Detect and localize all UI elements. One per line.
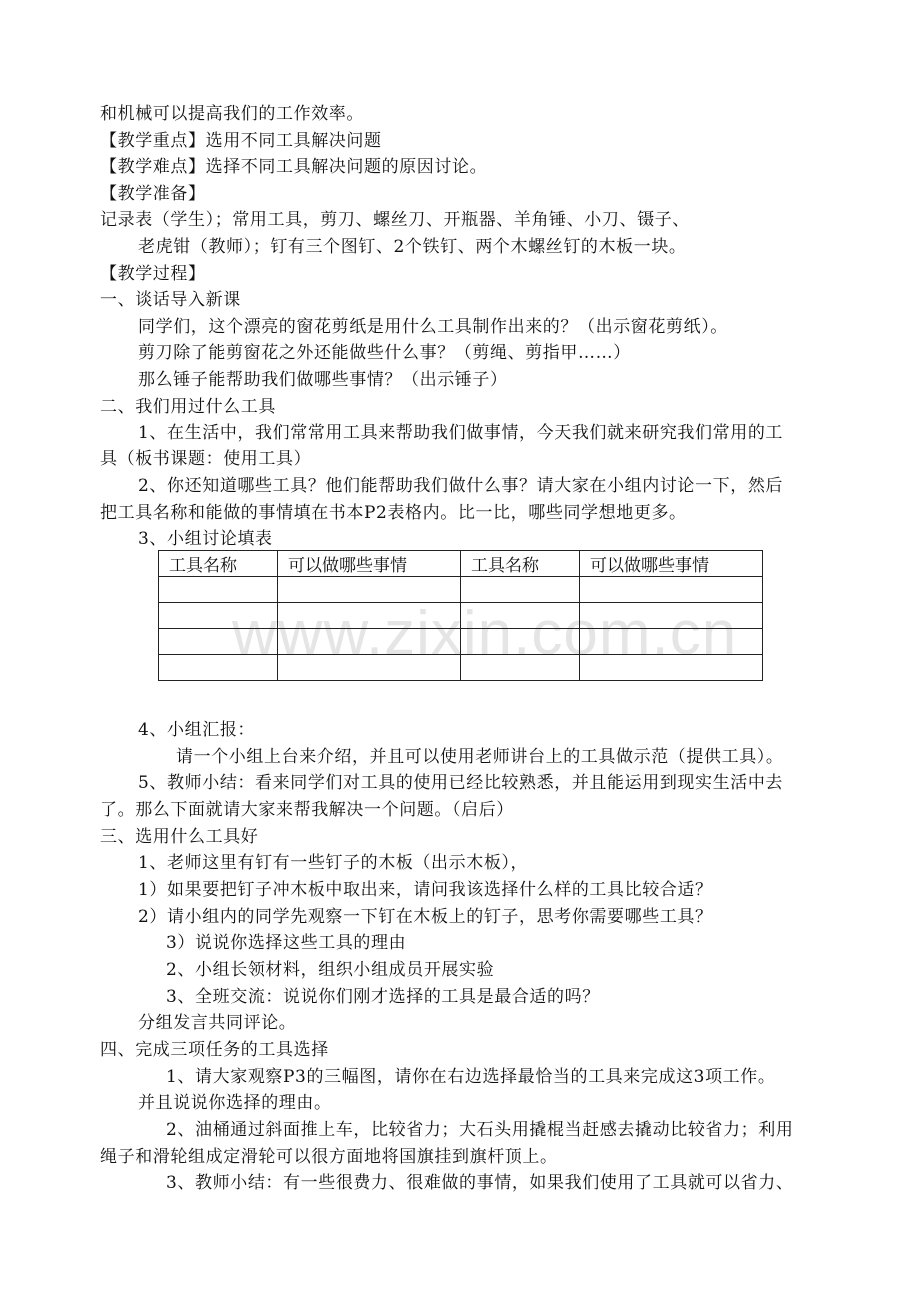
table-cell — [159, 629, 278, 655]
table-cell — [159, 603, 278, 629]
text-line: 请一个小组上台来介绍，并且可以使用老师讲台上的工具做示范（提供工具）。 — [176, 747, 784, 767]
table-cell — [159, 655, 278, 681]
table-header-cell: 可以做哪些事情 — [580, 551, 763, 577]
table-cell — [159, 577, 278, 603]
text-line: 1）如果要把钉子冲木板中取出来，请问我该选择什么样的工具比较合适？ — [138, 880, 713, 900]
difficulty-line: 【教学难点】选择不同工具解决问题的原因讨论。 — [100, 157, 488, 177]
section-heading: 一、谈话导入新课 — [100, 290, 241, 310]
table-cell — [580, 629, 763, 655]
table-header-row — [159, 551, 763, 577]
table-cell — [580, 655, 763, 681]
text-line: 1、老师这里有钉有一些钉子的木板（出示木板）， — [138, 853, 529, 873]
table-header-cell: 工具名称 — [461, 551, 580, 577]
text-line: 那么锤子能帮助我们做哪些事情？（出示锤子） — [138, 370, 508, 390]
table-cell — [461, 629, 580, 655]
table-cell — [278, 603, 461, 629]
text-line: 剪刀除了能剪窗花之外还能做些什么事？（剪绳、剪指甲……） — [138, 343, 631, 363]
text-line: 并且说说你选择的理由。 — [138, 1093, 332, 1113]
table-cell — [461, 655, 580, 681]
text-line: 3、教师小结：有一些很费力、很难做的事情，如果我们使用了工具就可以省力、 — [166, 1173, 794, 1193]
key-point-line: 【教学重点】选用不同工具解决问题 — [100, 131, 382, 151]
text-line: 和机械可以提高我们的工作效率。 — [100, 104, 364, 124]
section-heading: 三、选用什么工具好 — [100, 827, 259, 847]
text-line: 2、你还知道哪些工具？他们能帮助我们做什么事？请大家在小组内讨论一下，然后 — [138, 476, 784, 496]
watermark: www.zixin.com.cn — [232, 599, 738, 668]
section-heading: 【教学过程】 — [100, 264, 206, 284]
text-line: 3）说说你选择这些工具的理由 — [166, 933, 407, 953]
discussion-table — [158, 550, 763, 681]
table-row — [159, 577, 763, 603]
table-row — [159, 629, 763, 655]
table-cell — [278, 577, 461, 603]
section-heading: 【教学准备】 — [100, 184, 206, 204]
text-line: 具（板书课题：使用工具） — [100, 449, 312, 469]
table-cell — [580, 603, 763, 629]
text-line: 记录表（学生）；常用工具，剪刀、螺丝刀、开瓶器、羊角锤、小刀、镊子、 — [100, 210, 690, 230]
table-cell — [278, 629, 461, 655]
table-cell — [580, 577, 763, 603]
text-line: 2）请小组内的同学先观察一下钉在木板上的钉子，思考你需要哪些工具？ — [138, 907, 713, 927]
text-line: 2、油桶通过斜面推上车，比较省力；大石头用撬棍当赶感去撬动比较省力；利用 — [166, 1120, 794, 1140]
table-cell — [461, 577, 580, 603]
section-heading: 四、完成三项任务的工具选择 — [100, 1040, 329, 1060]
text-line: 5、教师小结：看来同学们对工具的使用已经比较熟悉，并且能运用到现实生活中去 — [138, 773, 784, 793]
text-line: 3、全班交流：说说你们刚才选择的工具是最合适的吗？ — [166, 987, 600, 1007]
text-line: 同学们，这个漂亮的窗花剪纸是用什么工具制作出来的？（出示窗花剪纸）。 — [138, 317, 728, 337]
table-row — [159, 655, 763, 681]
table-header-cell: 工具名称 — [159, 551, 278, 577]
text-line: 了。那么下面就请大家来帮我解决一个问题。（启后） — [100, 800, 514, 820]
table-header-cell: 可以做哪些事情 — [278, 551, 461, 577]
text-line: 绳子和滑轮组成定滑轮可以很方面地将国旗挂到旗杆顶上。 — [100, 1147, 558, 1167]
section-heading: 二、我们用过什么工具 — [100, 397, 276, 417]
table-cell — [461, 603, 580, 629]
text-line: 2、小组长领材料，组织小组成员开展实验 — [166, 960, 495, 980]
text-line: 3、小组讨论填表 — [138, 529, 273, 549]
table-cell — [278, 655, 461, 681]
text-line: 4、小组汇报： — [138, 720, 256, 740]
text-line: 1、在生活中，我们常常用工具来帮助我们做事情，今天我们就来研究我们常用的工 — [138, 423, 784, 443]
text-line: 把工具名称和能做的事情填在书本P2表格内。比一比，哪些同学想地更多。 — [100, 503, 687, 523]
text-line: 分组发言共同评论。 — [138, 1013, 297, 1033]
text-line: 老虎钳（教师）；钉有三个图钉、2个铁钉、两个木螺丝钉的木板一块。 — [138, 237, 687, 257]
table-row — [159, 603, 763, 629]
text-line: 1、请大家观察P3的三幅图，请你在右边选择最恰当的工具来完成这3项工作。 — [166, 1067, 776, 1087]
